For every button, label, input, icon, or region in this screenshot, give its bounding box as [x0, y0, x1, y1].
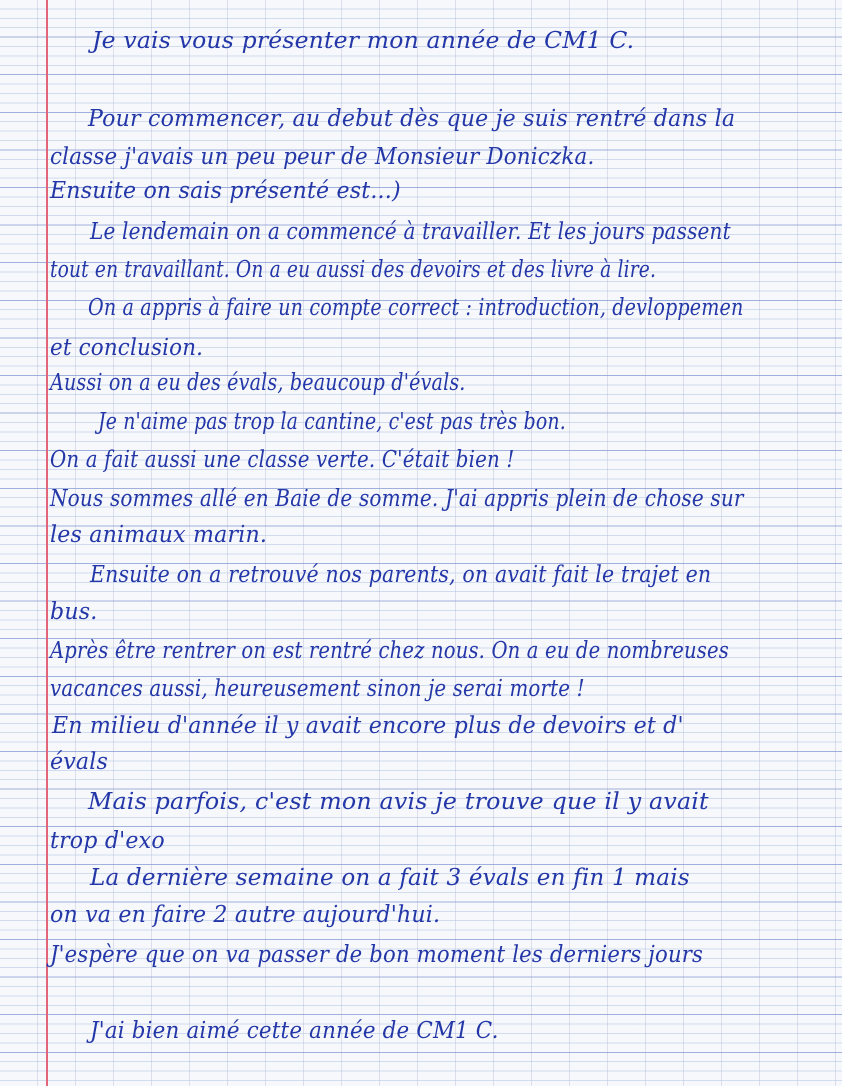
letter-line: les animaux marin. [50, 522, 268, 548]
letter-line: On a fait aussi une classe verte. C'était bien ! [50, 447, 515, 473]
letter-title: Je vais vous présenter mon année de CM1 C. [92, 28, 635, 54]
letter-closing: J'ai bien aimé cette année de CM1 C. [90, 1018, 499, 1044]
letter-line: bus. [50, 599, 98, 625]
letter-line: En milieu d'année il y avait encore plus de devoirs et d' [52, 713, 684, 739]
letter-line: évals [50, 749, 109, 775]
letter-line: On a appris à faire un compte correct : introduction, devloppemen [88, 295, 744, 321]
letter-line: et conclusion. [50, 335, 204, 361]
letter-line: trop d'exo [50, 828, 165, 854]
letter-line: vacances aussi, heureusement sinon je serai morte ! [50, 676, 585, 702]
letter-line: Nous sommes allé en Baie de somme. J'ai appris plein de chose sur [50, 486, 744, 512]
letter-line: tout en travaillant. On a eu aussi des devoirs et des livre à lire. [50, 257, 657, 283]
letter-line: Ensuite on sais présenté est...) [50, 178, 401, 204]
letter-line: Ensuite on a retrouvé nos parents, on avait fait le trajet en [90, 562, 712, 588]
letter-line: La dernière semaine on a fait 3 évals en fin 1 mais [90, 865, 690, 891]
letter-line: classe j'avais un peu peur de Monsieur Doniczka. [50, 144, 595, 170]
letter-line: Je n'aime pas trop la cantine, c'est pas très bon. [98, 409, 566, 435]
letter-line: Mais parfois, c'est mon avis je trouve que il y avait [88, 789, 709, 815]
letter-line: Après être rentrer on est rentré chez nous. On a eu de nombreuses [50, 638, 729, 664]
letter-line: Le lendemain on a commencé à travailler. Et les jours passent [90, 219, 731, 245]
letter-line: Pour commencer, au debut dès que je suis rentré dans la [88, 106, 736, 132]
letter-line: J'espère que on va passer de bon moment les derniers jours [50, 942, 704, 968]
letter-line: on va en faire 2 autre aujourd'hui. [50, 902, 441, 928]
letter-line: Aussi on a eu des évals, beaucoup d'évals. [50, 370, 466, 396]
